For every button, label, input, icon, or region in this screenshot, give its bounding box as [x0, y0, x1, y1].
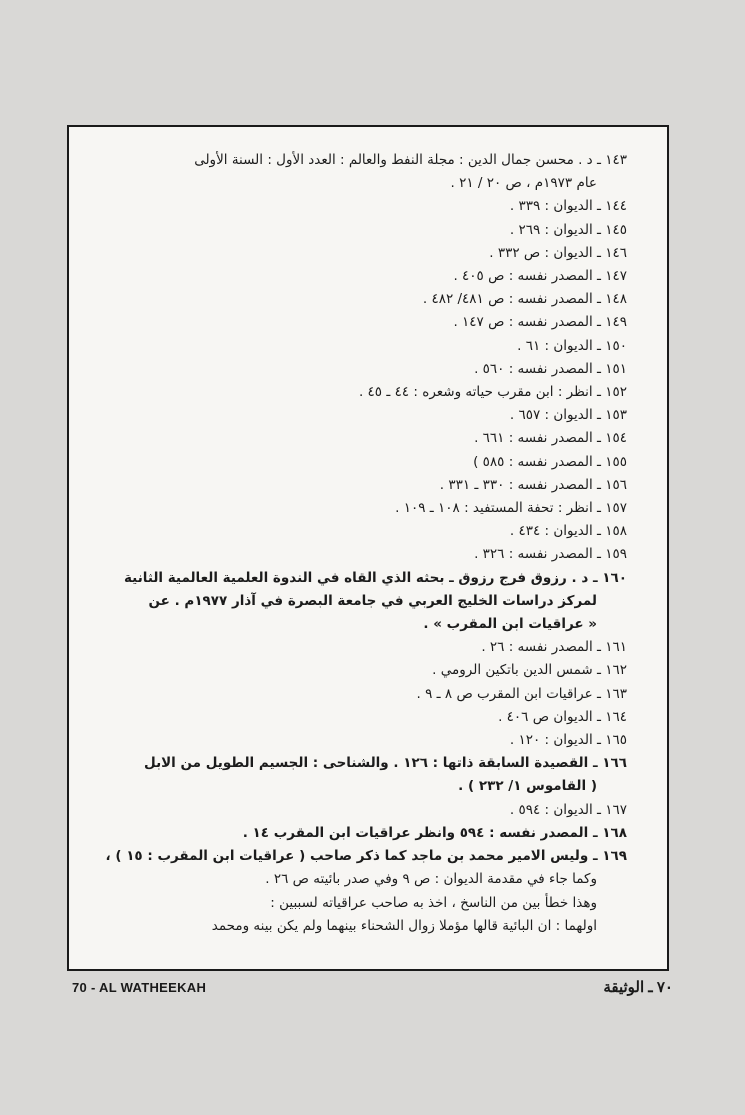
note-line: ١٥٨ ـ الديوان : ٤٣٤ .: [509, 523, 627, 540]
note-line: ( القاموس ١/ ٢٣٢ ) .: [458, 778, 597, 795]
note-line: ١٦٤ ـ الديوان ص ٤٠٦ .: [498, 708, 627, 725]
note-line: ١٦٩ ـ وليس الامير محمد بن ماجد كما ذكر صاحب ( عراقيات ابن المقرب : ١٥ ) ،: [105, 848, 627, 865]
note-line: وهذا خطأ بين من الناسخ ، اخذ به صاحب عراقياته لسببين :: [270, 894, 597, 911]
footer-page-label-arabic: ٧٠ ـ الوثيقة: [603, 979, 673, 996]
note-line: اولهما : ان البائية قالها مؤملا زوال الشحناء بينهما ولم يكن بينه ومحمد: [211, 917, 597, 934]
note-line: ١٥٥ ـ المصدر نفسه : ٥٨٥ ): [473, 453, 627, 470]
note-line: ١٦٦ ـ القصيدة السابقة ذاتها : ١٢٦ . والشناحى : الجسيم الطويل من الابل: [144, 755, 627, 772]
note-line: لمركز دراسات الخليج العربي في جامعة البصرة في آذار ١٩٧٧م . عن: [148, 592, 597, 609]
note-line: ١٥٧ ـ انظر : تحفة المستفيد : ١٠٨ ـ ١٠٩ .: [395, 500, 627, 517]
note-line: ١٤٦ ـ الديوان : ص ٣٣٢ .: [489, 244, 627, 261]
note-line: ١٥٩ ـ المصدر نفسه : ٣٢٦ .: [474, 546, 627, 563]
note-line: ١٦١ ـ المصدر نفسه : ٢٦ .: [481, 639, 627, 656]
note-line: ١٤٨ ـ المصدر نفسه : ص ٤٨١/ ٤٨٢ .: [422, 291, 627, 308]
note-line: ١٦٨ ـ المصدر نفسه : ٥٩٤ وانظر عراقيات ابن المقرب ١٤ .: [242, 824, 627, 841]
endnotes-list: [99, 149, 627, 938]
note-line: وكما جاء في مقدمة الديوان : ص ٩ وفي صدر بائيته ص ٢٦ .: [265, 871, 597, 888]
note-line: ١٦٧ ـ الديوان : ٥٩٤ .: [509, 801, 627, 818]
note-line: ١٥٠ ـ الديوان : ٦١ .: [517, 337, 627, 354]
page-footer: [72, 980, 673, 1000]
note-line: ١٦٣ ـ عراقيات ابن المقرب ص ٨ ـ ٩ .: [416, 685, 627, 702]
note-line: ١٥٢ ـ انظر : ابن مقرب حياته وشعره : ٤٤ ـ ٤٥ .: [358, 384, 627, 401]
note-line: ١٤٥ ـ الديوان : ٢٦٩ .: [509, 221, 627, 238]
note-line: ١٥٣ ـ الديوان : ٦٥٧ .: [509, 407, 627, 424]
page-frame: [67, 125, 669, 971]
note-line: ١٥٦ ـ المصدر نفسه : ٣٣٠ ـ ٣٣١ .: [439, 476, 627, 493]
note-line: ١٥٤ ـ المصدر نفسه : ٦٦١ .: [474, 430, 627, 447]
note-line: ١٤٧ ـ المصدر نفسه : ص ٤٠٥ .: [453, 268, 627, 285]
note-line: ١٤٤ ـ الديوان : ٣٣٩ .: [509, 198, 627, 215]
note-line: عام ١٩٧٣م ، ص ٢٠ / ٢١ .: [450, 175, 597, 192]
note-line: ١٤٩ ـ المصدر نفسه : ص ١٤٧ .: [453, 314, 627, 331]
note-line: ١٦٠ ـ د . رزوق فرج رزوق ـ بحثه الذي القاه في الندوة العلمية العالمية الثانية: [124, 569, 627, 586]
note-line: ١٦٥ ـ الديوان : ١٢٠ .: [509, 732, 627, 749]
note-line: ١٦٢ ـ شمس الدين باتكين الرومي .: [432, 662, 627, 679]
note-line: « عراقيات ابن المقرب » .: [423, 616, 597, 633]
footer-page-label-latin: 70 - AL WATHEEKAH: [72, 980, 207, 995]
note-line: ١٤٣ ـ د . محسن جمال الدين : مجلة النفط والعالم : العدد الأول : السنة الأولى: [194, 152, 627, 168]
note-line: ١٥١ ـ المصدر نفسه : ٥٦٠ .: [474, 360, 627, 377]
